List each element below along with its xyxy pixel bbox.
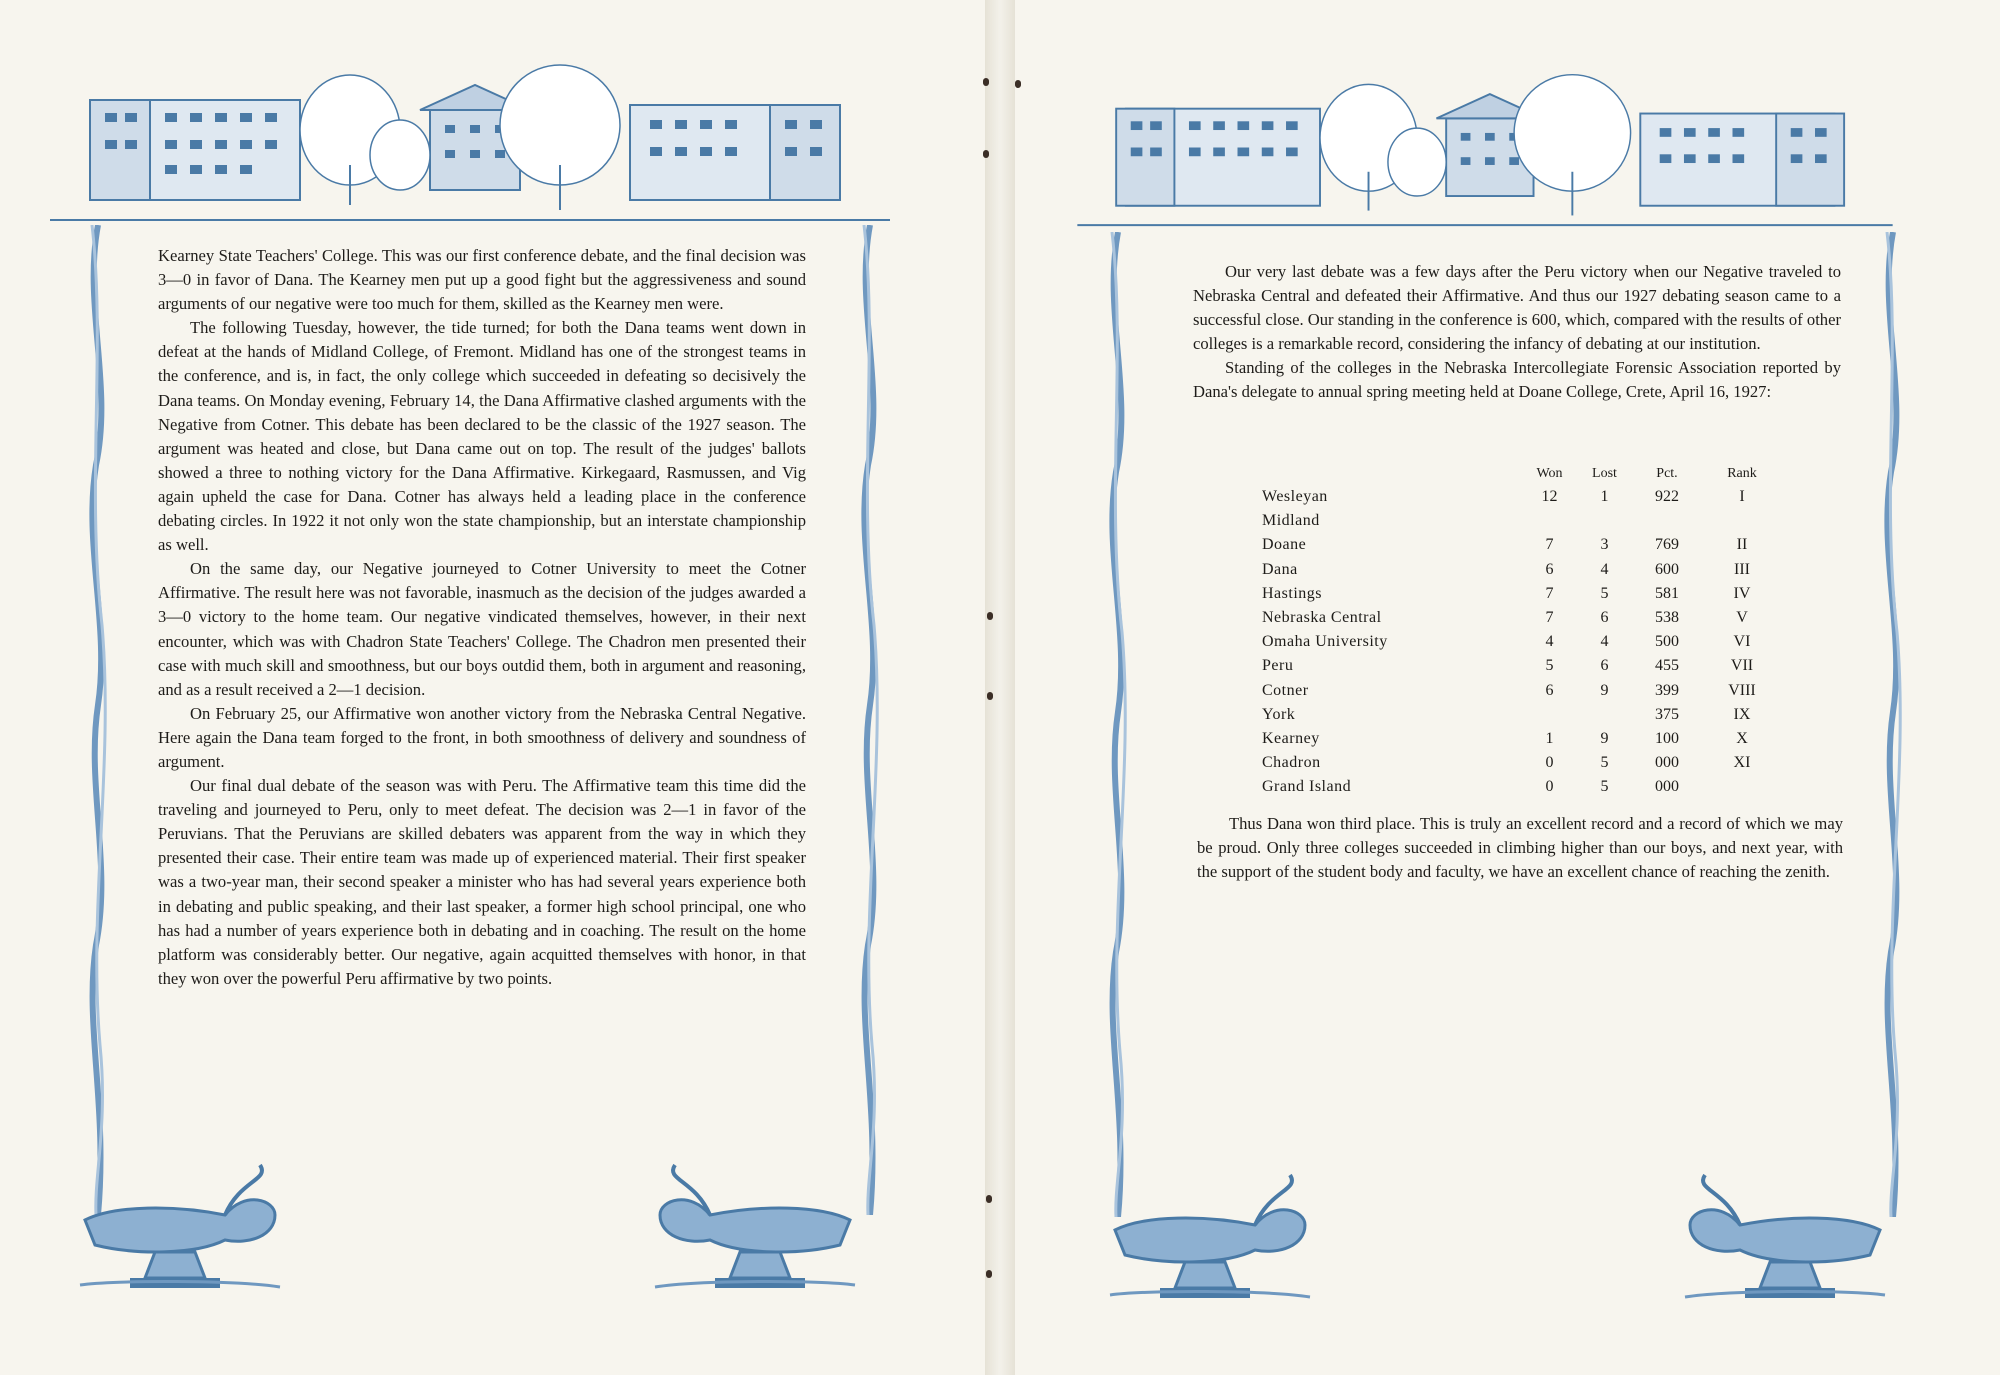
rank-cell — [1702, 775, 1782, 799]
paragraph: Thus Dana won third place. This is truly an excellent record and a record of which we may be proud. Only three colleges succeeded in climbing higher than our boys, and next year, with the support of the student body and faculty, we have an excellent chance of reaching the zenith. — [1197, 814, 1843, 882]
table-row — [1262, 558, 1782, 582]
paragraph: Our final dual debate of the season was with Peru. The Affirmative team this time did the traveling and journeyed to Peru, only to meet defeat. The decision was 2—1 in favor of the Peruvians. That the Peruvians are skilled debaters was apparent from the way in which they presented their case. Their entire team was made up of experienced material. Their first speaker was a two-year man, their second speaker a minister who has had several years experience both in debating and public speaking, and their last speaker, a former high school principal, one who has had a number of years experience both in debating and in coaching. The result on the home platform was considerably better. Our negative, again acquitted themselves with honor, in that they won over the powerful Peru affirmative by two points. — [158, 776, 806, 988]
college-name: Cotner — [1262, 681, 1309, 699]
table-row — [1262, 654, 1782, 678]
table-row — [1262, 775, 1782, 799]
paragraph: On the same day, our Negative journeyed to Cotner University to meet the Cotner Affirmative. The result here was not favorable, inasmuch as the decision of the judges awarded a 3—0 victory to the home team. Our negative vindicated themselves, however, in their next encounter, which was with Chadron State Teachers' College. The Chadron men presented their case with much skill and smoothness, but our boys outdid them, both in argument and reasoning, and as a result received a 2—1 decision. — [158, 559, 806, 699]
pct-cell: 922 — [1655, 488, 1679, 506]
table-row — [1262, 679, 1782, 703]
binding-hole — [1015, 80, 1021, 88]
pct-cell — [1632, 509, 1702, 533]
right-page-text — [1193, 260, 1841, 405]
pct-cell: 000 — [1655, 778, 1679, 796]
vine-border — [78, 225, 118, 1215]
left-page-text — [158, 244, 806, 991]
lost-cell: 4 — [1600, 633, 1609, 651]
won-cell: 5 — [1545, 657, 1554, 675]
college-name: Nebraska Central — [1262, 609, 1382, 627]
lost-cell: 9 — [1600, 681, 1609, 699]
won-cell: 0 — [1545, 754, 1554, 772]
rank-cell: IX — [1733, 705, 1751, 723]
pct-cell: 399 — [1655, 681, 1679, 699]
column-header: Won — [1536, 466, 1563, 481]
standings-table — [1262, 463, 1782, 799]
pct-cell: 455 — [1655, 657, 1679, 675]
table-row — [1262, 485, 1782, 509]
oil-lamp-icon — [75, 1160, 285, 1295]
college-name: Midland — [1262, 512, 1320, 530]
lost-cell: 5 — [1600, 754, 1609, 772]
pct-cell: 000 — [1655, 754, 1679, 772]
college-name: Wesleyan — [1262, 488, 1328, 506]
won-cell: 7 — [1545, 584, 1554, 602]
lost-cell — [1577, 509, 1632, 533]
won-cell: 4 — [1545, 633, 1554, 651]
pct-cell: 581 — [1655, 584, 1679, 602]
rank-cell: I — [1739, 488, 1745, 506]
binding-hole — [987, 692, 993, 700]
lost-cell: 1 — [1600, 488, 1609, 506]
pct-cell: 600 — [1655, 560, 1679, 578]
won-cell — [1522, 703, 1577, 727]
college-name: Omaha University — [1262, 633, 1388, 651]
campus-building-illustration — [50, 55, 890, 225]
lost-cell: 6 — [1600, 609, 1609, 627]
binding-hole — [987, 612, 993, 620]
column-header: Lost — [1592, 466, 1617, 481]
pct-cell: 769 — [1655, 536, 1679, 554]
table-row — [1262, 582, 1782, 606]
won-cell: 12 — [1541, 488, 1558, 506]
table-row — [1262, 703, 1782, 727]
rank-cell: II — [1736, 536, 1748, 554]
rank-cell: VI — [1733, 633, 1751, 651]
college-name: York — [1262, 705, 1296, 723]
college-name: Doane — [1262, 536, 1307, 554]
table-header-row — [1262, 463, 1782, 485]
pct-cell: 100 — [1655, 729, 1679, 747]
rank-cell — [1702, 509, 1782, 533]
won-cell: 7 — [1545, 609, 1554, 627]
table-row — [1262, 630, 1782, 654]
paragraph: Standing of the colleges in the Nebraska Intercollegiate Forensic Association reported by Dana's delegate to annual spring meeting held at Doane College, Crete, April 16, 1927: — [1193, 358, 1841, 402]
closing-text — [1197, 812, 1843, 884]
binding-hole — [986, 1195, 992, 1203]
table-row — [1262, 533, 1782, 557]
paragraph: The following Tuesday, however, the tide turned; for both the Dana teams went down in defeat at the hands of Midland College, of Fremont. Midland has one of the strongest teams in the conference, and is, in fact, the only college which succeeded in defeating so decisively the Dana teams. On Monday evening, February 14, the Dana Affirmative clashed arguments with the Negative from Cotner. This debate has been declared to be the classic of the 1927 season. The argument was heated and close, but Dana came out on top. The result of the judges' ballots showed a three to nothing victory for the Dana Affirmative. Kirkegaard, Rasmussen, and Vig again upheld the case for Dana. Cotner has always held a leading place in the conference debating circles. In 1922 it not only won the state championship, but an interstate championship as well. — [158, 318, 806, 555]
lost-cell — [1577, 703, 1632, 727]
won-cell — [1522, 509, 1577, 533]
rank-cell: VIII — [1728, 681, 1756, 699]
column-header: Pct. — [1656, 466, 1678, 481]
rank-cell: X — [1736, 729, 1748, 747]
lost-cell: 4 — [1600, 560, 1609, 578]
won-cell: 6 — [1545, 560, 1554, 578]
table-row — [1262, 606, 1782, 630]
college-name: Chadron — [1262, 754, 1321, 772]
won-cell: 6 — [1545, 681, 1554, 699]
pct-cell: 500 — [1655, 633, 1679, 651]
binding-hole — [983, 150, 989, 158]
vine-border — [1873, 232, 1913, 1217]
vine-border — [1098, 232, 1138, 1217]
paragraph: Our very last debate was a few days after the Peru victory when our Negative traveled to Nebraska Central and defeated their Affirmative. And thus our 1927 debating season came to a successful close. Our standing in the conference is 600, which, compared with the results of other colleges is a remarkable record, considering the infancy of debating at our institution. — [1193, 262, 1841, 354]
lost-cell: 9 — [1600, 729, 1609, 747]
column-header — [1262, 463, 1522, 485]
rank-cell: XI — [1733, 754, 1751, 772]
rank-cell: III — [1734, 560, 1750, 578]
college-name: Dana — [1262, 560, 1298, 578]
oil-lamp-icon — [1680, 1170, 1890, 1305]
column-header: Rank — [1727, 466, 1757, 481]
lost-cell: 3 — [1600, 536, 1609, 554]
oil-lamp-icon — [650, 1160, 860, 1295]
college-name: Hastings — [1262, 584, 1322, 602]
campus-building-illustration — [1065, 65, 1905, 230]
college-name: Grand Island — [1262, 778, 1352, 796]
rank-cell: VII — [1730, 657, 1754, 675]
table-row — [1262, 751, 1782, 775]
lost-cell: 5 — [1600, 584, 1609, 602]
pct-cell: 375 — [1655, 705, 1679, 723]
won-cell: 1 — [1545, 729, 1554, 747]
oil-lamp-icon — [1105, 1170, 1315, 1305]
vine-border — [850, 225, 890, 1215]
paragraph: Kearney State Teachers' College. This was our first conference debate, and the final decision was 3—0 in favor of Dana. The Kearney men put up a good fight but the aggressiveness and sound arguments of our negative were too much for them, skilled as the Kearney men were. — [158, 246, 806, 314]
paragraph: On February 25, our Affirmative won another victory from the Nebraska Central Negative. Here again the Dana team forged to the front, in both smoothness of delivery and soundness of argument. — [158, 703, 806, 771]
won-cell: 0 — [1545, 778, 1554, 796]
page-gutter — [985, 0, 1015, 1375]
binding-hole — [983, 78, 989, 86]
won-cell: 7 — [1545, 536, 1554, 554]
rank-cell: IV — [1733, 584, 1751, 602]
lost-cell: 5 — [1600, 778, 1609, 796]
pct-cell: 538 — [1655, 609, 1679, 627]
lost-cell: 6 — [1600, 657, 1609, 675]
binding-hole — [986, 1270, 992, 1278]
college-name: Kearney — [1262, 729, 1320, 747]
college-name: Peru — [1262, 657, 1294, 675]
rank-cell: V — [1736, 609, 1748, 627]
table-row — [1262, 727, 1782, 751]
table-row — [1262, 509, 1782, 533]
